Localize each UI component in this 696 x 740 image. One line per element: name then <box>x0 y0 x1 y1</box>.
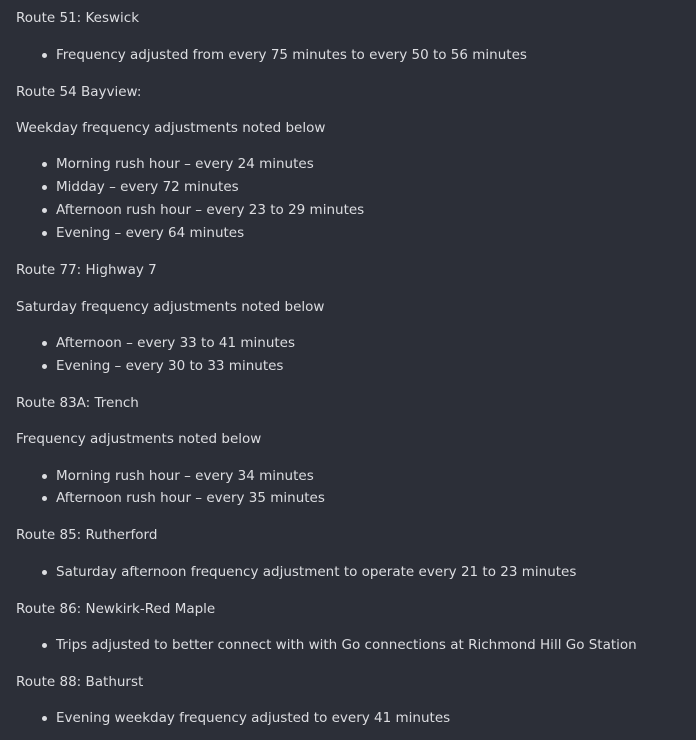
route-54-title: Route 54 Bayview: <box>16 84 142 100</box>
route-86-title: Route 86: Newkirk-Red Maple <box>16 601 216 617</box>
route-77-item-1: Afternoon – every 33 to 41 minutes <box>42 334 295 352</box>
route-54-item-3: Afternoon rush hour – every 23 to 29 minutes <box>42 201 364 219</box>
route-85-title: Route 85: Rutherford <box>16 527 158 543</box>
route-51-item-1: Frequency adjusted from every 75 minutes to every 50 to 56 minutes <box>42 46 527 64</box>
route-86-item-1: Trips adjusted to better connect with with Go connections at Richmond Hill Go Station <box>42 636 637 654</box>
route-83a-title: Route 83A: Trench <box>16 395 139 411</box>
route-77-title: Route 77: Highway 7 <box>16 262 157 278</box>
route-83a-item-1: Morning rush hour – every 34 minutes <box>42 467 314 485</box>
route-88-title: Route 88: Bathurst <box>16 674 144 690</box>
route-54-subtitle: Weekday frequency adjustments noted below <box>16 120 326 136</box>
route-77-subtitle: Saturday frequency adjustments noted below <box>16 299 325 315</box>
route-54-item-4: Evening – every 64 minutes <box>42 224 244 242</box>
route-88-item-1: Evening weekday frequency adjusted to every 41 minutes <box>42 709 450 727</box>
route-83a-item-2: Afternoon rush hour – every 35 minutes <box>42 489 325 507</box>
route-54-item-1: Morning rush hour – every 24 minutes <box>42 155 314 173</box>
route-85-item-1: Saturday afternoon frequency adjustment to operate every 21 to 23 minutes <box>42 563 576 581</box>
route-54-item-2: Midday – every 72 minutes <box>42 178 239 196</box>
route-77-item-2: Evening – every 30 to 33 minutes <box>42 357 283 375</box>
route-51-title: Route 51: Keswick <box>16 10 140 26</box>
route-83a-subtitle: Frequency adjustments noted below <box>16 431 262 447</box>
